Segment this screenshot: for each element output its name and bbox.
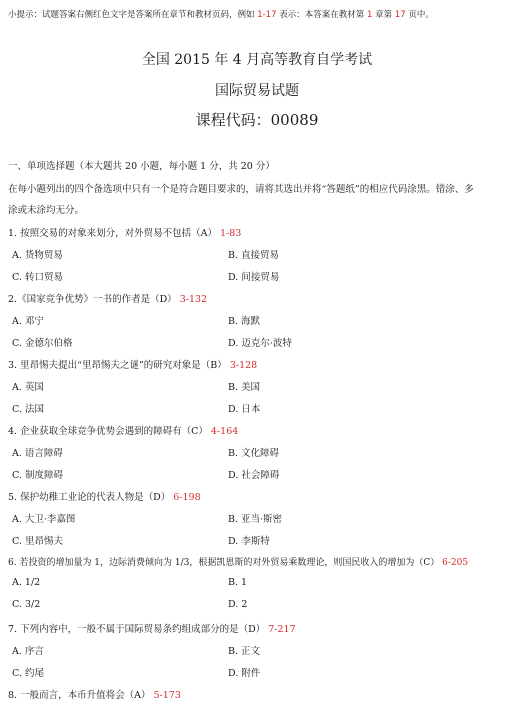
question-4-text: 4. 企业获取全球竞争优势会遇到的障碍有（C）: [8, 426, 208, 437]
course-code: 课程代码：00089: [195, 111, 319, 129]
question-8-text: 8. 一般而言，本币升值将会（A）: [8, 690, 151, 701]
question-2-ref: 3-132: [179, 294, 208, 305]
question-1-stem: [8, 225, 241, 239]
question-8-stem: [8, 687, 181, 701]
question-4-option-c: C. 制度障碍: [12, 470, 63, 481]
question-1-option-c: C. 转口贸易: [12, 272, 63, 283]
question-2-stem: [8, 291, 207, 305]
hint-page: 17: [394, 10, 406, 20]
question-6-stem: [8, 555, 468, 568]
exam-title: 全国 2015 年 4 月高等教育自学考试: [141, 52, 373, 68]
question-7-option-d: D. 附件: [228, 668, 261, 679]
question-2-option-b: B. 海默: [228, 316, 261, 327]
question-5-stem: [8, 489, 201, 503]
section-instruction-line-2: 涂或未涂均无分。: [8, 205, 85, 216]
hint-middle: 表示：本答案在教材第: [279, 10, 365, 20]
question-3-text: 3. 里昂惕夫提出“里昂惕夫之谜”的研究对象是（B）: [8, 360, 227, 371]
question-7-ref: 7-217: [268, 624, 296, 635]
section-heading: 一、单项选择题（本大题共 20 小题，每小题 1 分，共 20 分）: [8, 161, 275, 172]
question-5-text: 5. 保护幼稚工业论的代表人物是（D）: [8, 492, 171, 503]
question-5-ref: 6-198: [173, 492, 201, 503]
question-5-option-a: A. 大卫·李嘉图: [12, 514, 76, 525]
question-3-ref: 3-128: [229, 360, 258, 371]
question-5-option-c: C. 里昂惕夫: [12, 536, 63, 547]
question-3-stem: [8, 357, 257, 371]
question-3-option-b: B. 美国: [228, 382, 261, 393]
question-7-stem: [8, 621, 296, 635]
question-6-option-a: A. 1/2: [12, 577, 41, 588]
hint-note: [8, 8, 434, 20]
question-2-option-c: C. 金德尔伯格: [12, 338, 73, 349]
question-2-option-d: D. 迈克尔·波特: [228, 338, 292, 349]
question-1-option-b: B. 直接贸易: [228, 250, 280, 261]
question-1-option-a: A. 货物贸易: [12, 250, 63, 261]
question-6-ref: 6-205: [442, 558, 469, 568]
question-5-option-b: B. 亚当·斯密: [228, 514, 283, 525]
question-8-ref: 5-173: [153, 690, 181, 701]
subject-title: 国际贸易试题: [215, 83, 299, 99]
hint-chapter: 1: [366, 10, 373, 20]
question-5-option-d: D. 李斯特: [228, 536, 270, 547]
question-1-ref: 1-83: [219, 228, 242, 239]
question-7-option-a: A. 序言: [12, 646, 44, 657]
hint-example: 1-17: [257, 10, 277, 20]
question-3-option-d: D. 日本: [228, 404, 261, 415]
question-1-text: 1. 按照交易的对象来划分，对外贸易不包括（A）: [8, 228, 217, 239]
question-3-option-a: A. 英国: [12, 382, 44, 393]
question-4-option-b: B. 文化障碍: [228, 448, 280, 459]
question-6-option-c: C. 3/2: [12, 599, 41, 610]
hint-prefix: 小提示：试题答案右侧红色文字是答案所在章节和教材页码，例如: [8, 10, 255, 20]
question-7-option-b: B. 正文: [228, 646, 261, 657]
question-4-option-a: A. 语言障碍: [12, 448, 63, 459]
question-4-option-d: D. 社会障碍: [228, 470, 280, 481]
question-7-option-c: C. 约尾: [12, 668, 44, 679]
question-2-option-a: A. 邓宁: [12, 316, 44, 327]
hint-chapter-unit: 章第: [375, 10, 393, 20]
section-instruction-line-1: 在每小题列出的四个备选项中只有一个是符合题目要求的，请将其选出并将“答题纸”的相应代码涂黑。错涂、多: [8, 184, 474, 195]
question-4-stem: [8, 423, 238, 437]
question-2-text: 2.《国家竞争优势》一书的作者是（D）: [8, 294, 177, 305]
question-6-text: 6. 若投资的增加量为 1，边际消费倾向为 1/3，根据凯恩斯的对外贸易乘数理论，则国民收入的增加为（C）: [8, 558, 440, 568]
question-1-option-d: D. 间接贸易: [228, 272, 280, 283]
question-4-ref: 4-164: [210, 426, 239, 437]
question-3-option-c: C. 法国: [12, 404, 44, 415]
hint-suffix: 页中。: [408, 10, 434, 20]
question-7-text: 7. 下列内容中，一般不属于国际贸易条约组成部分的是（D）: [8, 624, 266, 635]
question-6-option-b: B. 1: [228, 577, 248, 588]
question-6-option-d: D. 2: [228, 599, 248, 610]
